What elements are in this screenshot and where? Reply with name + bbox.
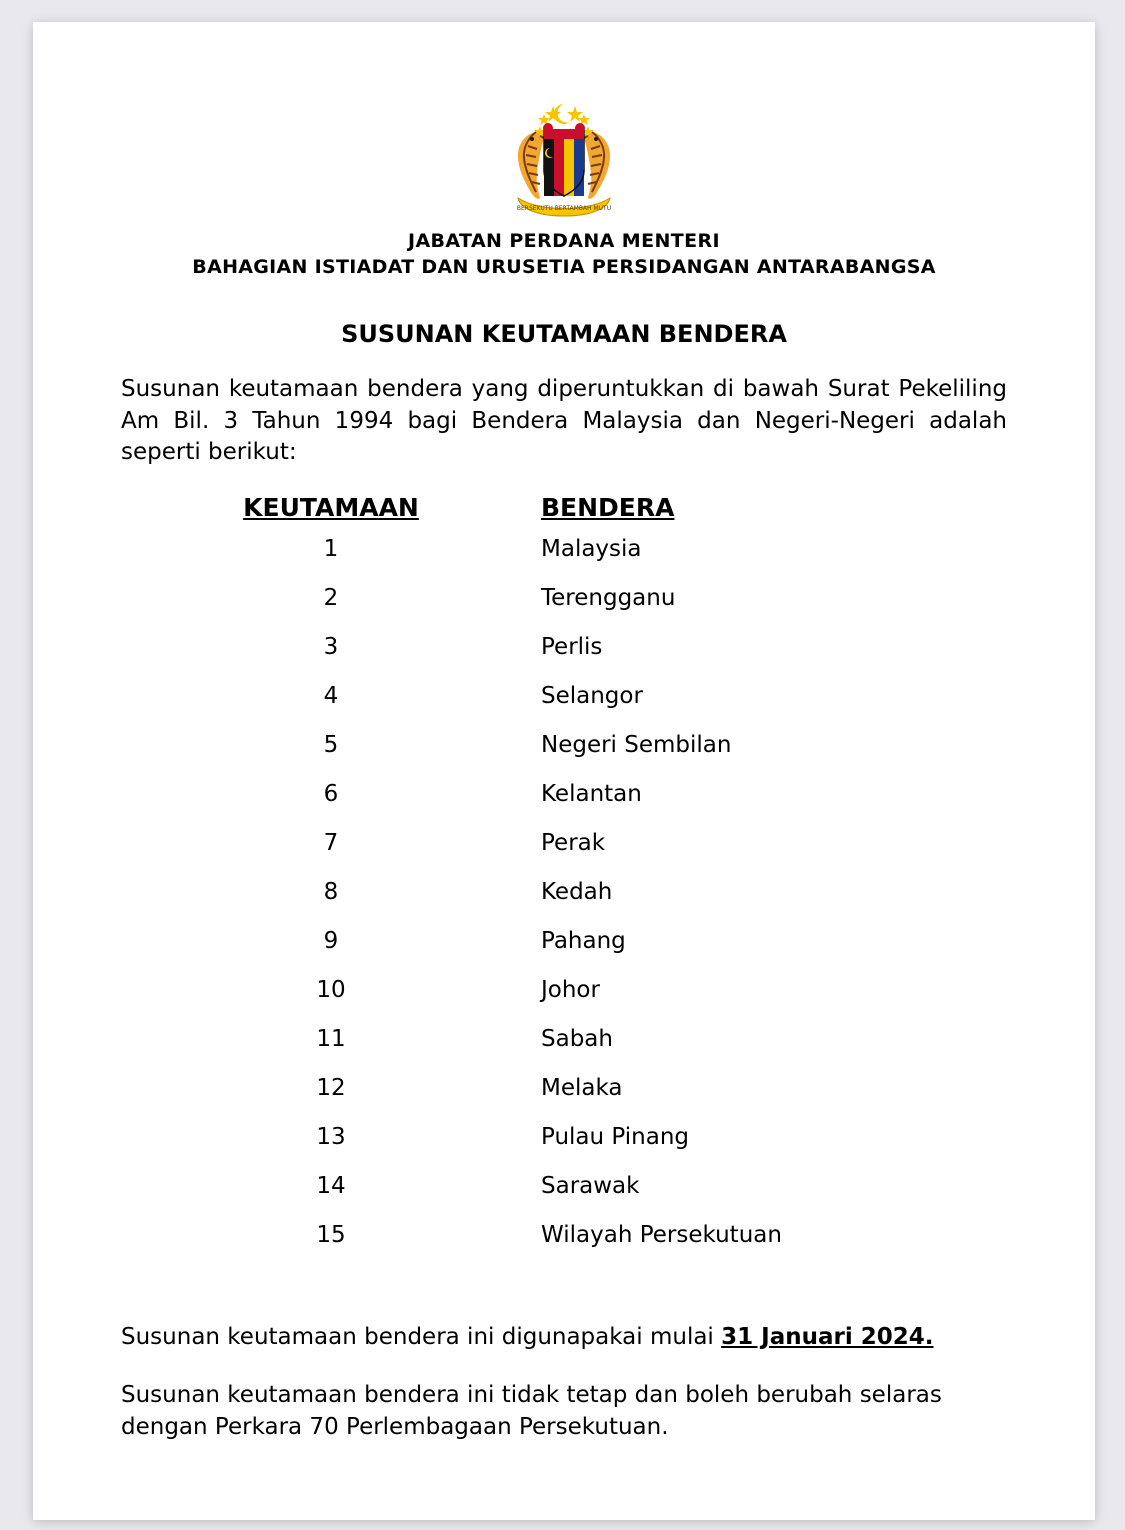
table-row xyxy=(121,781,1007,830)
cell-rank: 1 xyxy=(323,535,339,562)
table-header-row xyxy=(121,493,1007,522)
priority-table xyxy=(121,493,1007,1271)
table-row xyxy=(121,585,1007,634)
cell-flag: Johor xyxy=(541,976,600,1003)
cell-flag: Negeri Sembilan xyxy=(541,731,732,758)
cell-flag: Perak xyxy=(541,829,606,856)
document-page xyxy=(33,22,1095,1520)
cell-flag: Sabah xyxy=(541,1025,613,1052)
note-paragraph: Susunan keutamaan bendera ini tidak tetap dan boleh berubah selaras dengan Perkara 70 Perlembagaan Persekutuan. xyxy=(121,1381,942,1440)
cell-flag: Selangor xyxy=(541,682,643,709)
cell-rank: 15 xyxy=(316,1221,346,1248)
organisation-line-1: JABATAN PERDANA MENTERI xyxy=(407,230,721,252)
table-row xyxy=(121,1026,1007,1075)
table-row xyxy=(121,1075,1007,1124)
table-row xyxy=(121,1222,1007,1271)
cell-flag: Kedah xyxy=(541,878,613,905)
cell-flag: Malaysia xyxy=(541,535,642,562)
cell-rank: 13 xyxy=(316,1123,346,1150)
cell-rank: 6 xyxy=(323,780,339,807)
effective-date-value: 31 Januari 2024. xyxy=(721,1323,934,1350)
table-row xyxy=(121,536,1007,585)
cell-rank: 7 xyxy=(323,829,339,856)
cell-flag: Kelantan xyxy=(541,780,642,807)
cell-flag: Melaka xyxy=(541,1074,623,1101)
cell-rank: 5 xyxy=(323,731,339,758)
cell-flag: Terengganu xyxy=(541,584,676,611)
column-header-keutamaan: KEUTAMAAN xyxy=(243,492,419,522)
cell-rank: 3 xyxy=(323,633,339,660)
cell-rank: 12 xyxy=(316,1074,346,1101)
organisation-header xyxy=(33,230,1095,278)
cell-flag: Wilayah Persekutuan xyxy=(541,1221,782,1248)
footer-notes xyxy=(121,1321,1007,1444)
cell-flag: Pulau Pinang xyxy=(541,1123,690,1150)
table-row xyxy=(121,1124,1007,1173)
table-row xyxy=(121,879,1007,928)
column-header-bendera: BENDERA xyxy=(541,492,675,522)
cell-rank: 8 xyxy=(323,878,339,905)
table-row xyxy=(121,977,1007,1026)
effective-date-paragraph xyxy=(121,1321,1007,1353)
malaysia-coat-of-arms-icon xyxy=(480,98,648,218)
cell-flag: Sarawak xyxy=(541,1172,640,1199)
crest-container xyxy=(33,22,1095,218)
table-row xyxy=(121,928,1007,977)
cell-rank: 11 xyxy=(316,1025,346,1052)
page-title: SUSUNAN KEUTAMAAN BENDERA xyxy=(341,320,787,348)
cell-rank: 2 xyxy=(323,584,339,611)
cell-flag: Pahang xyxy=(541,927,626,954)
effective-date-prefix: Susunan keutamaan bendera ini digunapakai mulai xyxy=(121,1323,722,1350)
table-row xyxy=(121,683,1007,732)
intro-paragraph: Susunan keutamaan bendera yang diperuntukkan di bawah Surat Pekeliling Am Bil. 3 Tahun 1994 bagi Bendera Malaysia dan Negeri-Negeri adalah seperti berikut: xyxy=(121,376,1007,465)
table-row xyxy=(121,1173,1007,1222)
table-row xyxy=(121,830,1007,879)
table-row xyxy=(121,634,1007,683)
cell-rank: 10 xyxy=(316,976,346,1003)
organisation-line-2: BAHAGIAN ISTIADAT DAN URUSETIA PERSIDANGAN ANTARABANGSA xyxy=(192,256,936,278)
cell-rank: 9 xyxy=(323,927,339,954)
cell-flag: Perlis xyxy=(541,633,603,660)
svg-text:BERSEKUTU BERTAMBAH MUTU: BERSEKUTU BERTAMBAH MUTU xyxy=(516,205,612,212)
table-row xyxy=(121,732,1007,781)
cell-rank: 14 xyxy=(316,1172,346,1199)
cell-rank: 4 xyxy=(323,682,339,709)
